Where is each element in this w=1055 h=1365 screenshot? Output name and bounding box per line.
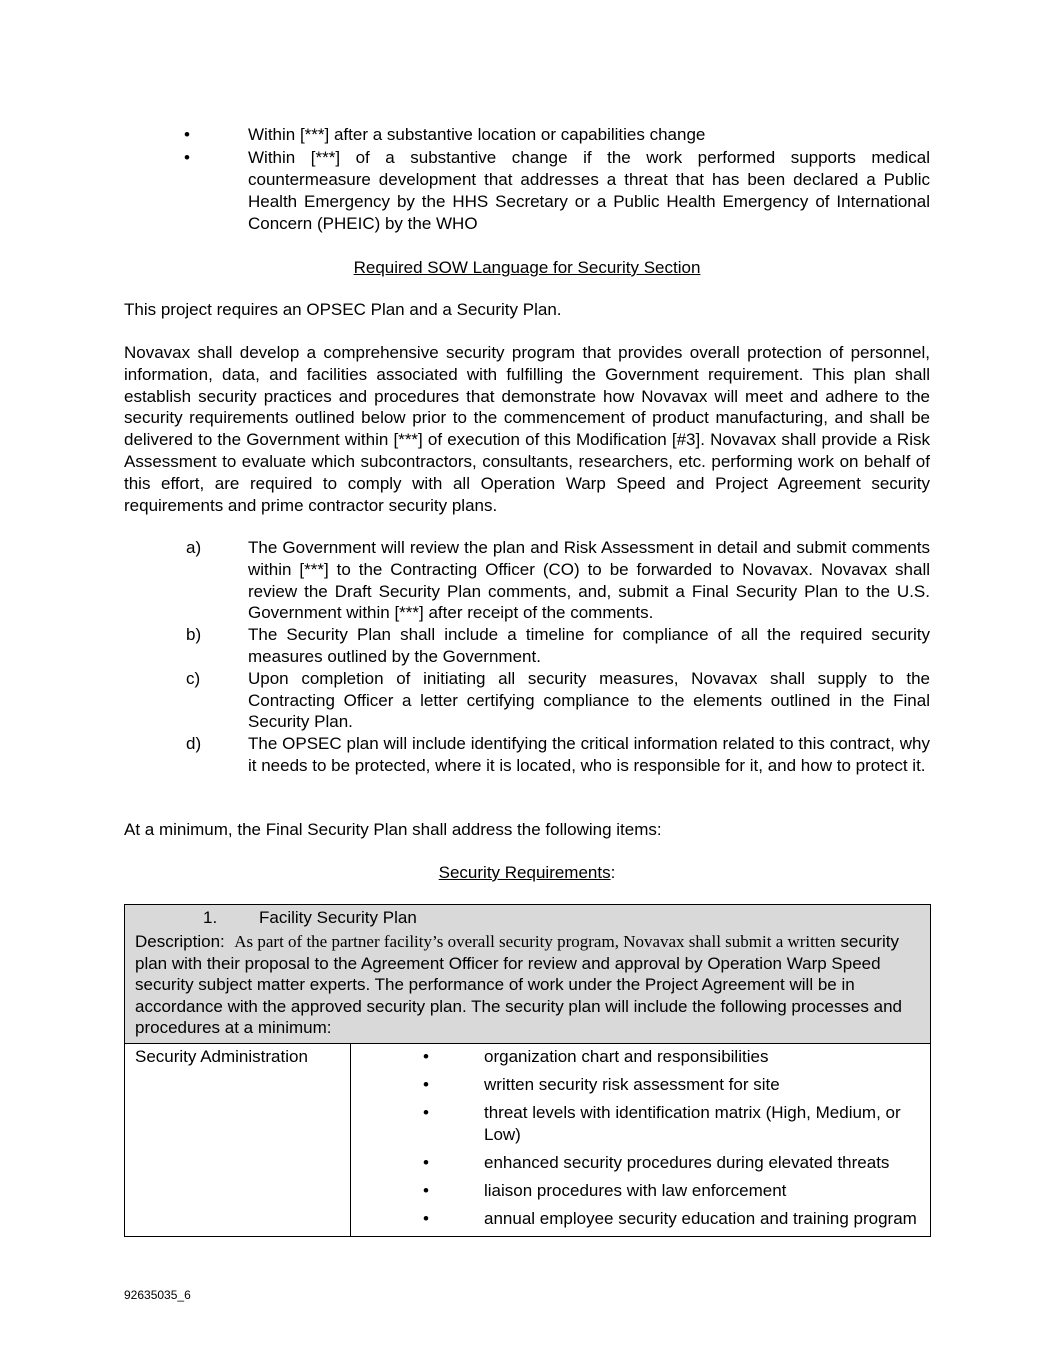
list-item [351, 1046, 920, 1068]
row-item-text: liaison procedures with law enforcement [484, 1180, 787, 1200]
description-label: Description: [135, 932, 225, 951]
minimum-paragraph: At a minimum, the Final Security Plan shall address the following items: [124, 820, 662, 839]
bullet-icon: • [423, 1102, 429, 1122]
row-item-text: annual employee security education and training program [484, 1208, 917, 1228]
list-item [351, 1102, 920, 1146]
bullet-icon: • [184, 125, 190, 144]
section-title [135, 907, 920, 929]
bullet-icon: • [423, 1152, 429, 1172]
requirements-heading [124, 862, 930, 884]
row-items-cell [351, 1043, 931, 1236]
list-item [351, 1208, 920, 1230]
row-item-text: organization chart and responsibilities [484, 1046, 769, 1066]
table-header-row [125, 905, 931, 1044]
sow-heading: Required SOW Language for Security Section [353, 258, 701, 277]
list-marker: c) [186, 668, 201, 688]
list-item-text: Upon completion of initiating all security measures, Novavax shall supply to the Contracting Officer a letter certifying compliance to the elements outlined in the Final Security Plan. [248, 668, 930, 732]
list-item-text: The OPSEC plan will include identifying the critical information related to this contract, why it needs to be protected, where it is located, who is responsible for it, and how to protect it. [248, 734, 930, 775]
bullet-icon: • [423, 1208, 429, 1228]
table-row [125, 1043, 931, 1236]
list-item [351, 1074, 920, 1096]
list-item [351, 1152, 920, 1174]
list-item [124, 147, 930, 235]
row-label: Security Administration [125, 1043, 351, 1236]
list-item [124, 124, 930, 146]
main-paragraph: Novavax shall develop a comprehensive security program that provides overall protection of personnel, information, data, and facilities associated with fulfilling the Government requirement. This plan shall establish security practices and procedures that demonstrate how Novavax will meet and adhere to the security requirements outlined below prior to the commencement of product manufacturing, and shall be delivered to the Government within [***] of execution of this Modification [#3]. Novavax shall provide a Risk Assessment to evaluate which subcontractors, consultants, researchers, etc. performing work on behalf of this effort, are required to comply with all Operation Warp Speed and Project Agreement security requirements and prime contractor security plans. [124, 343, 930, 515]
bullet-icon: • [423, 1180, 429, 1200]
requirements-heading-text: Security Requirements [438, 863, 611, 882]
row-item-list [351, 1046, 920, 1230]
list-item [124, 624, 930, 668]
list-marker: d) [186, 734, 202, 754]
bullet-text: Within [***] of a substantive change if the work performed supports medical countermeasure development that addresses a threat that has been declared a Public Health Emergency by the HHS Secretary or a Public Health Emergency of International Concern (PHEIC) by the WHO [248, 148, 930, 233]
footer-document-id: 92635035_6 [124, 1288, 191, 1302]
row-item-text: threat levels with identification matrix (High, Medium, or Low) [484, 1102, 901, 1144]
top-bullet-list [124, 124, 930, 236]
description-text: security plan with their proposal to the Agreement Officer for review and approval by Operation Warp Speed security subject matter experts. The performance of work under the Project Agreement will be in accordance with the approved security plan. The security plan will include the following processes and procedures at a minimum: [135, 932, 903, 1038]
list-item [124, 733, 930, 777]
row-item-text: enhanced security procedures during elevated threats [484, 1152, 890, 1172]
description-serif-text: As part of the partner facility’s overall security program, Novavax shall submit a written [234, 932, 836, 951]
list-marker: a) [186, 538, 202, 557]
section-description [135, 931, 920, 1039]
list-marker: b) [186, 625, 202, 645]
list-item [351, 1180, 920, 1202]
bullet-icon: • [423, 1046, 429, 1066]
alpha-list [124, 537, 930, 777]
bullet-icon: • [184, 148, 190, 167]
security-requirements-table [124, 904, 931, 1237]
section-title-text: Facility Security Plan [259, 908, 417, 927]
list-item-text: The Security Plan shall include a timeline for compliance of all the required security measures outlined by the Government. [248, 625, 930, 666]
table-header-cell [125, 905, 931, 1044]
list-item-text: The Government will review the plan and Risk Assessment in detail and submit comments within [***] to the Contracting Officer (CO) to be forwarded to Novavax. Novavax shall review the Draft Security Plan comments, and, submit a Final Security Plan to the U.S. Government within [***] after receipt of the comments. [248, 538, 930, 623]
list-item [124, 537, 930, 624]
bullet-text: Within [***] after a substantive location or capabilities change [248, 125, 706, 144]
section-number: 1. [203, 908, 218, 927]
bullet-icon: • [423, 1074, 429, 1094]
row-item-text: written security risk assessment for site [484, 1074, 780, 1094]
intro-paragraph: This project requires an OPSEC Plan and a Security Plan. [124, 300, 562, 319]
list-item [124, 668, 930, 733]
requirements-heading-suffix: : [610, 863, 616, 882]
